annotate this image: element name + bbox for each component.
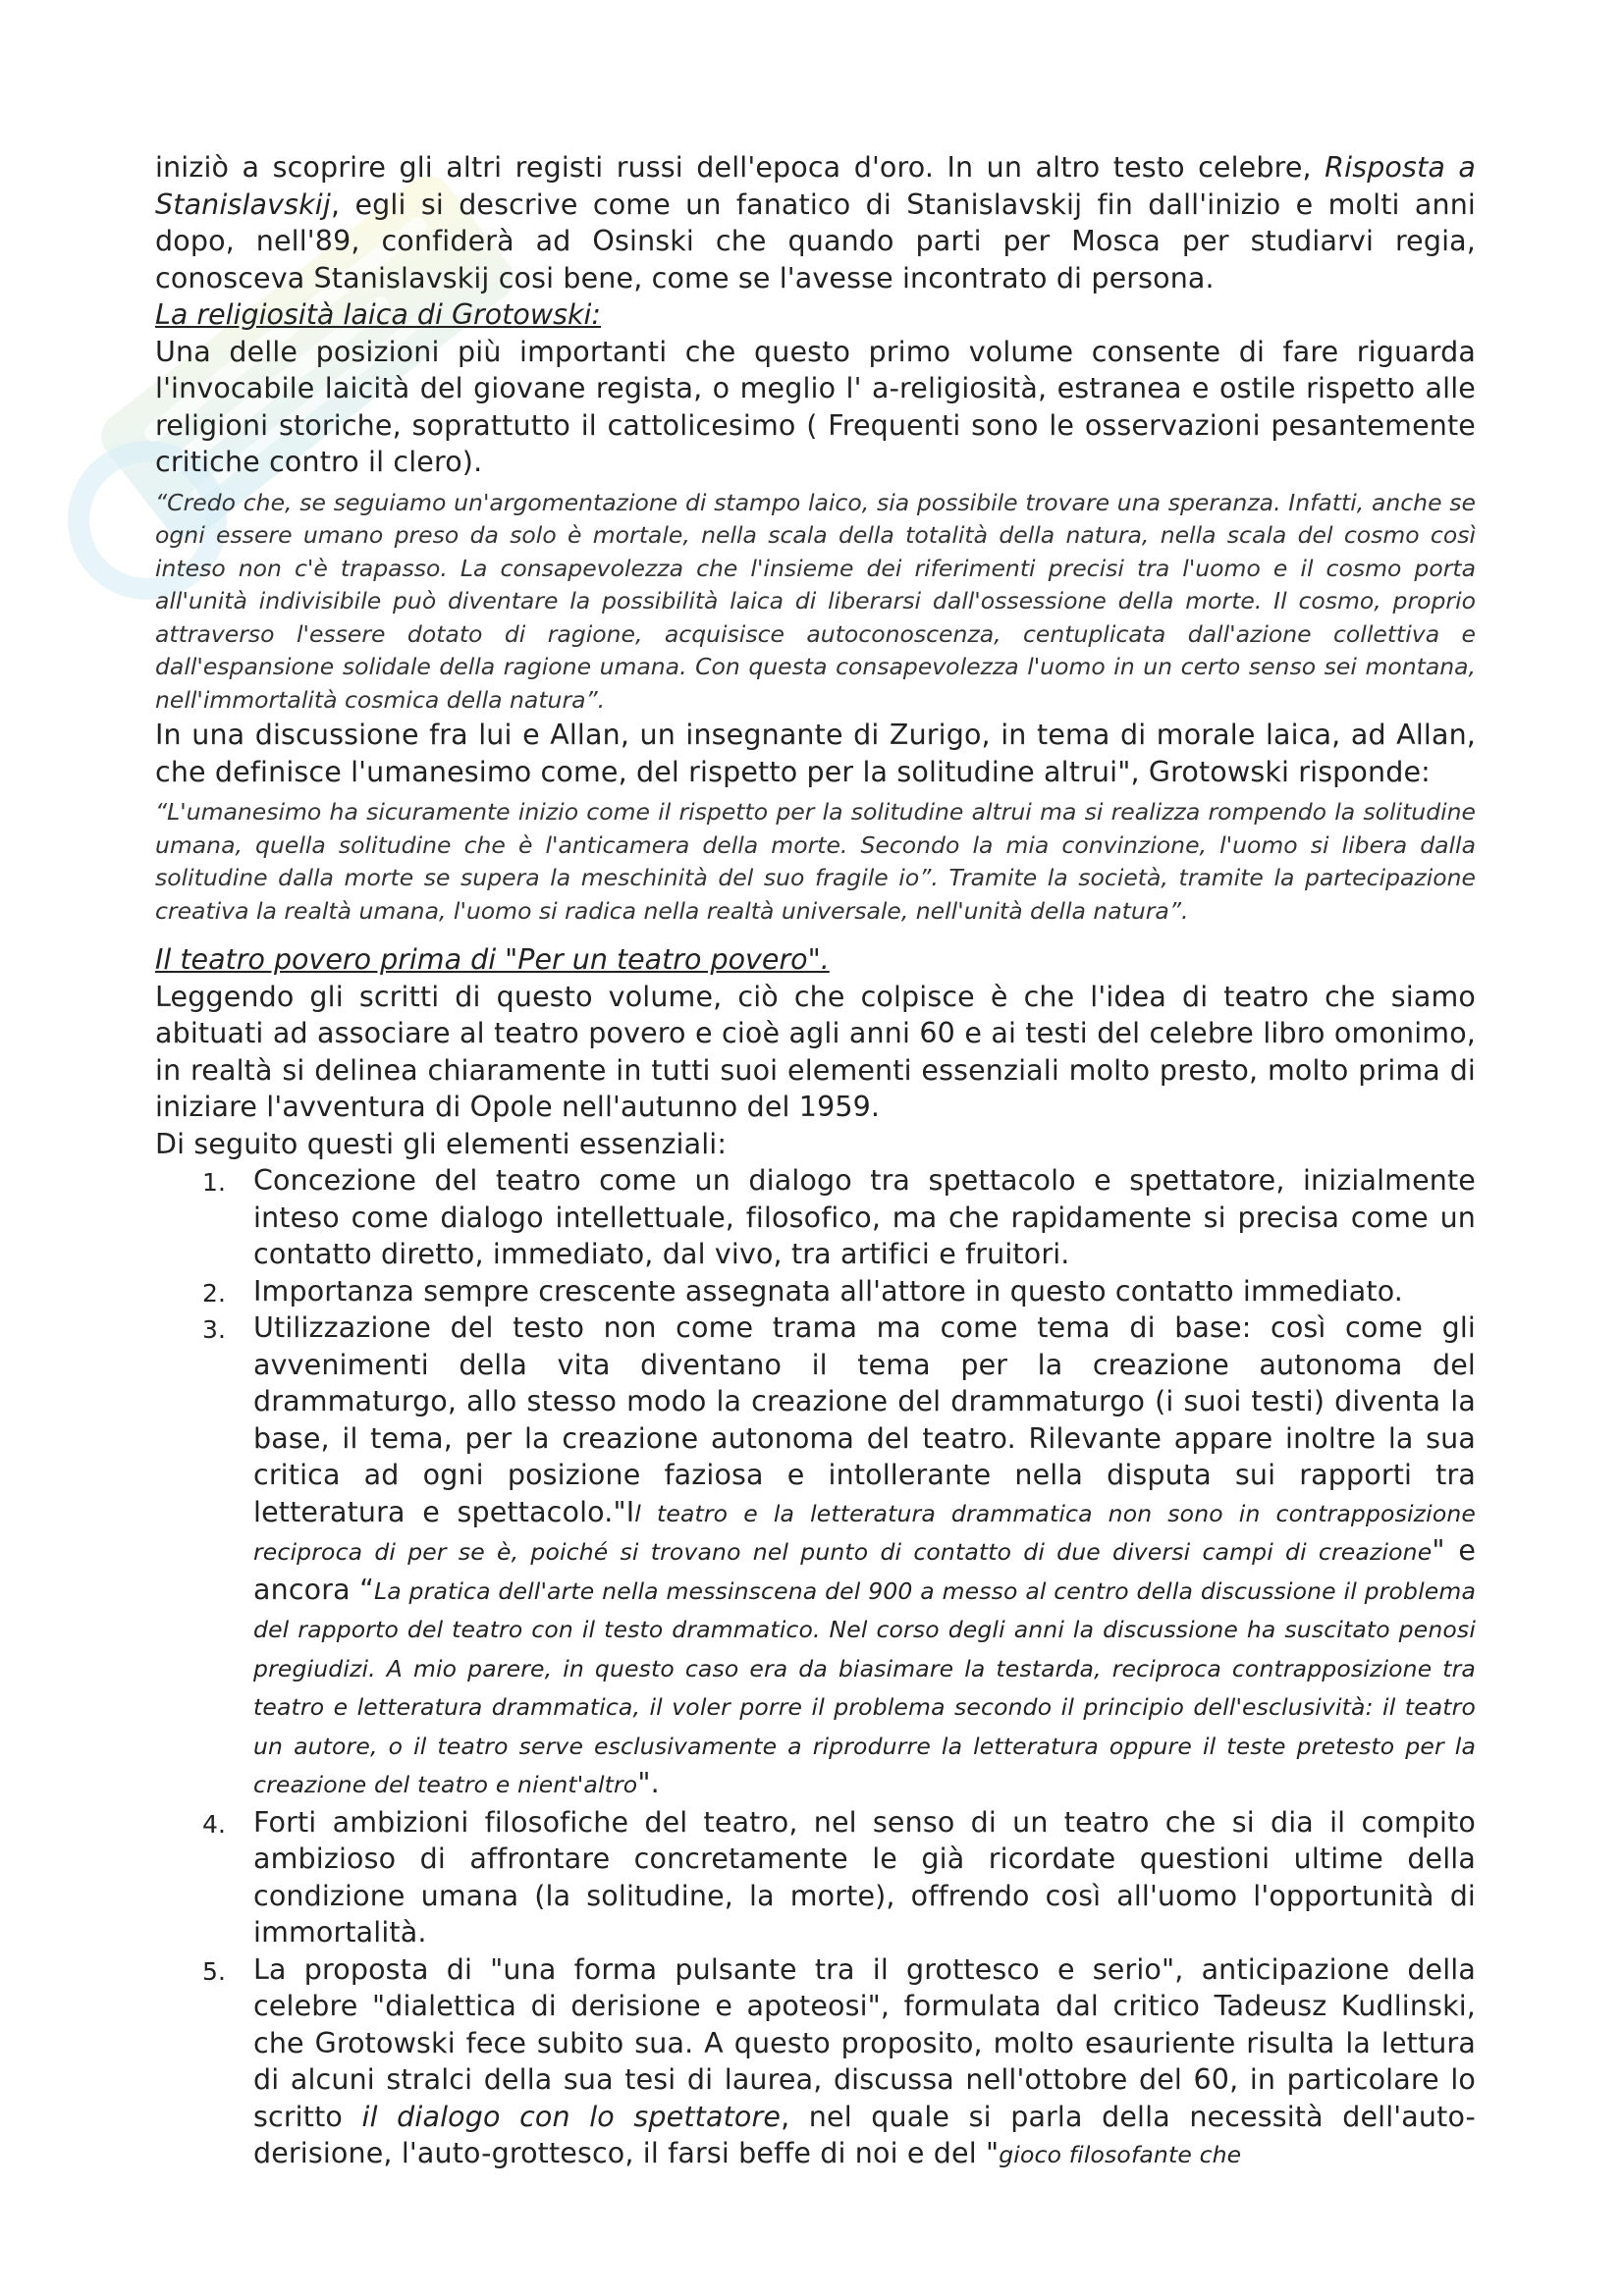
work-title-risposta: Risposta a Stanislavskij (155, 151, 1476, 221)
list-item (155, 1162, 1476, 1273)
paragraph-intro-text-1: iniziò a scoprire gli altri registi russi dell'epoca d'oro. In un altro testo celebre, (155, 151, 1325, 184)
list-number: 3. (202, 1315, 227, 1344)
list-number: 4. (202, 1809, 227, 1839)
heading-religiosita-laica: La religiosità laica di Grotowski: (155, 298, 601, 331)
list-item-text: Utilizzazione del testo non come trama ma come tema di base: così come gli avvenimenti della vita diventano il tema per la creazione autonoma del drammaturgo, allo stesso modo la creazione del drammaturgo (i suoi testi) diventa la base, il tema, per la creazione autonoma del teatro. Rilevante appare inoltre la sua critica ad ogni posizione faziosa e intollerante nella disputa sui rapporti tra letteratura e spettacolo."I (253, 1311, 1476, 1528)
list-item-quote: La pratica dell'arte nella messinscena del 900 a messo al centro della discussione il problema del rapporto del teatro con il testo drammatico. Nel corso degli anni la discussione ha suscitato penosi pregiudizi. A mio parere, in questo caso era da biasimare la testarda, reciproca contrapposizione tra teatro e letteratura drammatica, il voler porre il problema secondo il principio dell'esclusività: il teatro un autore, o il teatro serve esclusivamente a riprodurre la letteratura oppure il teste pretesto per la creazione del teatro e nient'altro (253, 1576, 1476, 1798)
list-number: 5. (202, 1956, 227, 1986)
elements-list (155, 1162, 1476, 2174)
list-item-text: " e ancora “ (253, 1534, 1477, 1606)
list-number: 2. (202, 1278, 227, 1308)
list-item-text: La proposta di "una forma pulsante tra il grottesco e serio", anticipazione della celebre "dialettica di derisione e apoteosi", formulata dal critico Tadeusz Kudlinski, che Grotowski fece subito sua. A questo proposito, molto esauriente risulta la lettura di alcuni stralci della sua tesi di laurea, discussa nell'ottobre del 60, in particolare lo scritto (253, 1952, 1476, 2133)
list-item-text: Forti ambizioni filosofiche del teatro, nel senso di un teatro che si dia il compito ambizioso di affrontare concretamente le già ricordate questioni ultime della condizione umana (la solitudine, la morte), offrendo così all'uomo l'opportunità di immortalità. (253, 1805, 1476, 1949)
paragraph-intro-text-2: , egli si descrive come un fanatico di Stanislavskij fin dall'inizio e molti anni dopo, nell'89, confiderà ad Osinski che quando parti per Mosca per studiarvi regia, conosceva Stanislavskij cosi bene, come se l'avesse incontrato di persona. (155, 187, 1476, 294)
list-item-text: , nel quale si parla della necessità dell'auto-derisione, l'auto-grottesco, il farsi beffe di noi e del " (253, 2100, 1476, 2169)
quote-umanesimo: “L'umanesimo ha sicuramente inizio come il rispetto per la solitudine altrui ma si realizza rompendo la solitudine umana, quella solitudine che è l'anticamera della morte. Secondo la mia convinzione, l'uomo si libera dalla solitudine dalla morte se supera la meschinità del suo fragile io”. Tramite la società, tramite la partecipazione creativa la realtà umana, l'uomo si radica nella realtà universale, nell'unità della natura”. (155, 798, 1476, 925)
list-item-text: Importanza sempre crescente assegnata all'attore in questo contatto immediato. (253, 1274, 1404, 1308)
work-title-dialogo: il dialogo con lo spettatore (361, 2100, 782, 2133)
paragraph-elementi-intro: Di seguito questi gli elementi essenziali: (155, 1127, 728, 1160)
paragraph-religiosita: Una delle posizioni più importanti che questo primo volume consente di fare riguarda l'invocabile laicità del giovane regista, o meglio l' a-religiosità, estranea e ostile rispetto alle religioni storiche, soprattutto il cattolicesimo ( Frequenti sono le osservazioni pesantemente critiche contro il clero). (155, 335, 1476, 478)
paragraph-scritti-volume: Leggendo gli scritti di questo volume, ciò che colpisce è che l'idea di teatro che siamo abituati ad associare al teatro povero e cioè agli anni 60 e ai testi del celebre libro omonimo, in realtà si delinea chiaramente in tutti suoi elementi essenziali molto presto, molto prima di iniziare l'avventura di Opole nell'autunno del 1959. (155, 980, 1476, 1123)
paragraph-intro (155, 149, 1476, 296)
quote-speranza-laica: “Credo che, se seguiamo un'argomentazione di stampo laico, sia possibile trovare una speranza. Infatti, anche se ogni essere umano preso da solo è mortale, nella scala della totalità della natura, nella scala del cosmo così inteso non c'è trapasso. La consapevolezza che l'insieme dei riferimenti precisi tra l'uomo e il cosmo porta all'unità indivisibile può diventare la possibilità laica di liberarsi dall'ossessione della morte. Il cosmo, proprio attraverso l'essere dotato di ragione, acquisisce autoconoscenza, centuplicata dall'azione collettiva e dall'espansione solidale della ragione umana. Con questa consapevolezza l'uomo in un certo senso sei montana, nell'immortalità cosmica della natura”. (155, 488, 1476, 714)
list-item-quote: l teatro e la letteratura drammatica non sono in contrapposizione reciproca di per se è, poiché si trovano nel punto di contatto di due diversi campi di creazione (253, 1499, 1476, 1566)
list-item-quote: gioco filosofante che (999, 2141, 1242, 2168)
list-item (155, 1951, 1476, 2174)
list-item (155, 1273, 1476, 1310)
list-item-text: Concezione del teatro come un dialogo tra spettacolo e spettatore, inizialmente inteso come dialogo intellettuale, filosofico, ma che rapidamente si precisa come un contatto diretto, immediato, dal vivo, tra artifici e fruitori. (253, 1164, 1476, 1270)
list-item (155, 1804, 1476, 1951)
list-number: 1. (202, 1168, 227, 1197)
document-body (155, 149, 1476, 2174)
list-item (155, 1309, 1476, 1804)
paragraph-discussione-allan: In una discussione fra lui e Allan, un insegnante di Zurigo, in tema di morale laica, ad Allan, che definisce l'umanesimo come, del rispetto per la solitudine altrui", Grotowski risponde: (155, 719, 1476, 788)
list-item-text: ". (637, 1767, 660, 1799)
heading-teatro-povero: Il teatro povero prima di "Per un teatro povero". (155, 943, 830, 976)
